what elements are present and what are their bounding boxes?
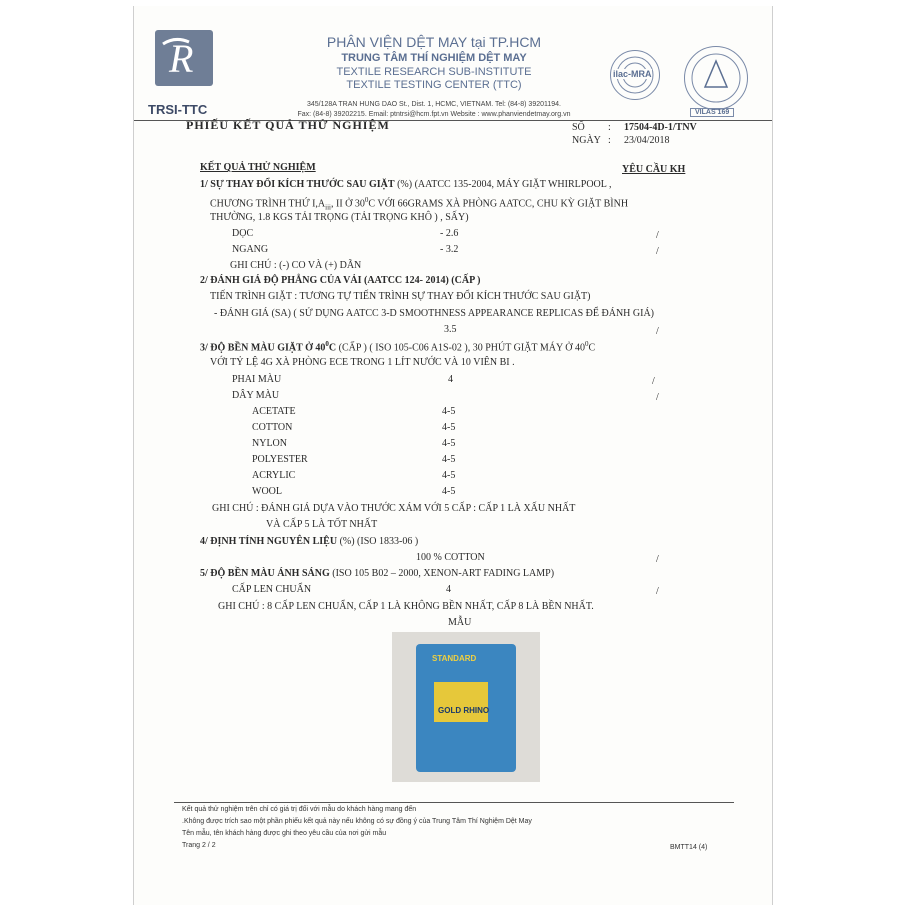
- sample-brand-text: GOLD RHINO: [438, 706, 490, 715]
- section1-line2: [210, 196, 628, 211]
- section3-title-sup2: 0: [585, 340, 589, 348]
- so-colon: :: [608, 122, 611, 133]
- fiber-value: 4-5: [442, 438, 456, 449]
- section1-row1-label: DỌC: [232, 228, 254, 239]
- section1-note: GHI CHÚ : (-) CO VÀ (+) DÃN: [230, 260, 362, 271]
- sample-label-text: STANDARD: [432, 654, 477, 663]
- ilac-text: ilac-MRA: [613, 69, 652, 79]
- accreditation-seal-icon: [684, 46, 748, 110]
- section1-line2-sup: 0: [364, 196, 369, 204]
- fiber-label: POLYESTER: [252, 454, 308, 465]
- fiber-value: 4-5: [442, 406, 456, 417]
- section4-value: 100 % COTTON: [416, 552, 485, 563]
- section2-value: 3.5: [444, 324, 457, 335]
- ngay-colon: :: [608, 135, 611, 146]
- org-center-vn: TRUNG TÂM THÍ NGHIỆM DỆT MAY: [341, 52, 527, 64]
- section3-phai-value: 4: [448, 374, 453, 385]
- section2-title: 2/ ĐÁNH GIÁ ĐỘ PHẲNG CỦA VẢI (AATCC 124- 2014) (CẤP ): [200, 275, 481, 286]
- section3-line2: VỚI TỶ LỆ 4G XÀ PHÒNG ECE TRONG 1 LÍT NƯỚC VÀ 10 VIÊN BI .: [210, 357, 515, 368]
- sample-label: MẪU: [448, 617, 472, 628]
- fiber-value: 4-5: [442, 470, 456, 481]
- section3-note2: VÀ CẤP 5 LÀ TỐT NHẤT: [266, 519, 378, 530]
- org-contact: Fax: (84-8) 39202215. Email: ptntrsi@hcm.fpt.vn Website : www.phanviendetmay.org.vn: [297, 111, 571, 118]
- section5-row-value: 4: [446, 584, 451, 595]
- vilas-badge: VILAS 169: [690, 108, 734, 117]
- section3-title: [200, 340, 595, 353]
- section1-title: [200, 179, 612, 190]
- fiber-label: WOOL: [252, 486, 282, 497]
- report-title: PHIẾU KẾT QUẢ THỬ NGHIỆM: [186, 118, 390, 132]
- section1-title-rest: (%) (AATCC 135-2004, MÁY GIẶT WHIRLPOOL ,: [394, 179, 612, 190]
- section5-title-bold: 5/ ĐỘ BỀN MÀU ÁNH SÁNG: [200, 568, 330, 579]
- section3-phai-req: /: [652, 376, 655, 387]
- org-center-en: TEXTILE TESTING CENTER (TTC): [346, 79, 522, 91]
- section4-req: /: [656, 554, 659, 565]
- footer-line1: Kết quả thử nghiệm trên chỉ có giá trị đối với mẫu do khách hàng mang đến: [182, 806, 417, 813]
- section1-line2-c: C VỚI 66GRAMS XÀ PHÒNG AATCC, CHU KỲ GIẶT BÌNH: [368, 198, 629, 210]
- ngay-value: 23/04/2018: [624, 135, 670, 146]
- fiber-value: 4-5: [442, 422, 456, 433]
- section4-title-rest: (%) (ISO 1833-06 ): [337, 536, 419, 547]
- section1-title-bold: 1/ SỰ THAY ĐỔI KÍCH THƯỚC SAU GIẶT: [200, 179, 395, 190]
- footer-line3: Tên mẫu, tên khách hàng được ghi theo yêu cầu của nơi gửi mẫu: [182, 830, 387, 837]
- fiber-label: ACRYLIC: [252, 470, 296, 481]
- section2-line2: TIẾN TRÌNH GIẶT : TƯƠNG TỰ TIẾN TRÌNH SỰ THAY ĐỔI KÍCH THƯỚC SAU GIẶT): [210, 291, 591, 302]
- section5-title-rest: (ISO 105 B02 – 2000, XENON-ART FADING LAMP): [329, 568, 555, 579]
- section1-row2-label: NGANG: [232, 244, 269, 255]
- fiber-label: COTTON: [252, 422, 293, 433]
- section4-title: [200, 536, 418, 547]
- section3-title-rest: (CẤP ) ( ISO 105-C06 A1S-02 ), 30 PHÚT GIẶT MÁY Ở 40: [336, 342, 586, 354]
- footer-page-number: Trang 2 / 2: [182, 842, 216, 849]
- footer-line2: .Không được trích sao một phần phiếu kết quả này nếu không có sự đồng ý của Trung Tâm Thí Nghiệm Dệt May: [182, 818, 532, 825]
- org-name-en: TEXTILE RESEARCH SUB-INSTITUTE: [336, 66, 532, 78]
- section3-note1: GHI CHÚ : ĐÁNH GIÁ DỰA VÀO THƯỚC XÁM VỚI 5 CẤP : CẤP 1 LÀ XẤU NHẤT: [212, 503, 576, 514]
- fiber-label: ACETATE: [252, 406, 296, 417]
- section5-row-req: /: [656, 586, 659, 597]
- section3-title-c: C: [328, 342, 337, 354]
- section3-title-sup: 0: [325, 340, 329, 348]
- footer-form-code: BMTT14 (4): [670, 844, 708, 851]
- section3-title-end: C: [588, 342, 596, 354]
- ilac-mra-badge: [610, 50, 660, 100]
- requirement-heading: YÊU CẦU KH: [622, 164, 686, 175]
- section1-row1-req: /: [656, 230, 659, 241]
- section1-row1-value: - 2.6: [440, 228, 459, 239]
- fiber-value: 4-5: [442, 454, 456, 465]
- fiber-label: NYLON: [252, 438, 287, 449]
- section1-row2-value: - 3.2: [440, 244, 459, 255]
- section1-line3: THƯỜNG, 1.8 KGS TẢI TRỌNG (TẢI TRỌNG KHÔ ) , SẤY): [210, 212, 469, 223]
- section1-row2-req: /: [656, 246, 659, 257]
- trsi-logo-icon: [155, 30, 213, 86]
- section1-line2-b: , II Ở 30: [331, 198, 365, 210]
- section2-req: /: [656, 326, 659, 337]
- section3-day-req: /: [656, 392, 659, 403]
- so-value: 17504-4D-1/TNV: [624, 122, 697, 133]
- logo-caption: TRSI-TTC: [148, 102, 208, 117]
- org-address: 345/128A TRAN HUNG DAO St., Dist. 1, HCMC, VIETNAM. Tel: (84-8) 39201194.: [306, 101, 562, 108]
- results-heading: KẾT QUẢ THỬ NGHIỆM: [200, 162, 316, 173]
- svg-text:R: R: [169, 36, 194, 81]
- section5-row-label: CẤP LEN CHUẨN: [232, 584, 312, 595]
- section5-title: [200, 568, 554, 579]
- so-label: SỐ: [572, 122, 585, 133]
- section3-day-label: DÂY MÀU: [232, 390, 280, 401]
- section4-title-bold: 4/ ĐỊNH TÍNH NGUYÊN LIỆU: [200, 536, 338, 547]
- footer-divider: [174, 802, 734, 803]
- section1-line2-a: CHƯƠNG TRÌNH THỨ I,A: [210, 198, 326, 210]
- section5-note: GHI CHÚ : 8 CẤP LEN CHUẨN, CẤP 1 LÀ KHÔNG BỀN NHẤT, CẤP 8 LÀ BỀN NHẤT.: [218, 601, 594, 612]
- ngay-label: NGÀY: [572, 135, 601, 146]
- section1-line2-sub: iii: [325, 203, 331, 212]
- section3-phai-label: PHAI MÀU: [232, 374, 282, 385]
- sample-tag-patch: [434, 682, 488, 722]
- report-sheet: [133, 6, 773, 905]
- org-name-vn: PHÂN VIỆN DỆT MAY tại TP.HCM: [326, 34, 542, 50]
- fiber-value: 4-5: [442, 486, 456, 497]
- section3-title-a: 3/ ĐỘ BỀN MÀU GIẶT Ở 40: [200, 342, 326, 354]
- section2-line3: - ĐÁNH GIÁ (SA) ( SỬ DỤNG AATCC 3-D SMOOTHNESS APPEARANCE REPLICAS ĐỂ ĐÁNH GIÁ): [214, 308, 654, 319]
